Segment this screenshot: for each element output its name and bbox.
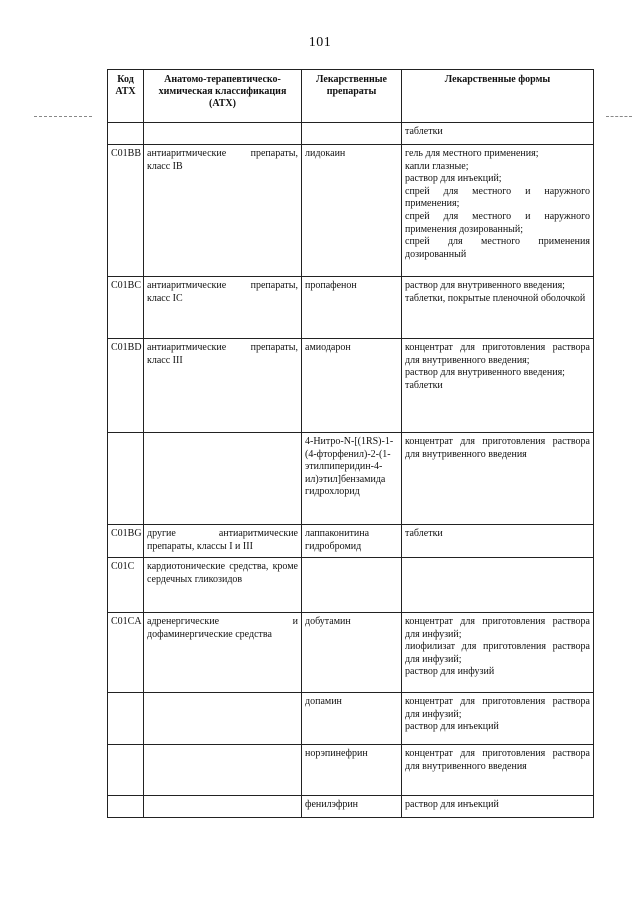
dosage-form: концентрат для приготовления раствора для внутривенного введения; <box>405 342 590 366</box>
dosage-form: таблетки <box>405 379 443 391</box>
dosage-form: раствор для внутривенного введения; <box>405 280 565 291</box>
drug-name: амиодарон <box>302 339 402 433</box>
dosage-form: лиофилизат для приготовления раствора для инфузий; <box>405 641 590 665</box>
classification-text: антиаритмические препараты, класс IC <box>144 277 302 339</box>
dosage-form: концентрат для приготовления раствора для внутривенного введения <box>405 436 590 460</box>
table-row <box>108 145 594 277</box>
dosage-form: таблетки, покрытые пленочной оболочкой <box>405 292 586 304</box>
classification-text: другие антиаритмические препараты, классы I и III <box>144 525 302 558</box>
table-row <box>108 693 594 745</box>
table-row <box>108 339 594 433</box>
classification-text <box>144 796 302 818</box>
dosage-forms-cell <box>402 745 594 796</box>
atc-table <box>107 69 594 818</box>
table-row <box>108 123 594 145</box>
dosage-forms-cell <box>402 796 594 818</box>
atc-code <box>108 745 144 796</box>
drug-name: 4-Нитро-N-[(1RS)-1-(4-фторфенил)-2-(1-этилпиперидин-4-ил)этил]бензамида гидрохлорид <box>302 433 402 525</box>
dosage-form: спрей для местного применения дозированный <box>405 236 590 260</box>
dosage-forms-cell <box>402 558 594 613</box>
drug-name: допамин <box>302 693 402 745</box>
dosage-forms-cell <box>402 525 594 558</box>
atc-code: C01BG <box>108 525 144 558</box>
dosage-form: капли глазные; <box>405 160 469 172</box>
dosage-form: спрей для местного и наружного применения дозированный; <box>405 210 590 235</box>
header-classification: Анатомо-терапевтическо-химическая классификация (АТХ) <box>144 70 302 123</box>
table-row <box>108 745 594 796</box>
atc-code <box>108 433 144 525</box>
classification-text <box>144 433 302 525</box>
table-row <box>108 277 594 339</box>
dosage-forms-cell <box>402 693 594 745</box>
dosage-form: раствор для инфузий <box>405 666 495 678</box>
classification-text <box>144 745 302 796</box>
table-row <box>108 796 594 818</box>
classification-text <box>144 123 302 145</box>
table-body <box>108 123 594 818</box>
dosage-forms-cell <box>402 339 594 433</box>
page-number: 101 <box>308 35 332 50</box>
dosage-form: таблетки <box>405 126 443 137</box>
dosage-form: концентрат для приготовления раствора для инфузий; <box>405 696 590 720</box>
header-drugs: Лекарственные препараты <box>302 70 402 123</box>
atc-code <box>108 123 144 145</box>
dosage-form: гель для местного применения; <box>405 148 539 159</box>
drug-name: пропафенон <box>302 277 402 339</box>
atc-code: C01CA <box>108 613 144 693</box>
atc-code: C01BD <box>108 339 144 433</box>
atc-code <box>108 796 144 818</box>
dosage-form: раствор для инъекций <box>405 799 499 810</box>
atc-code: C01BB <box>108 145 144 277</box>
header-forms: Лекарственные формы <box>402 70 594 123</box>
dosage-forms-cell <box>402 433 594 525</box>
dosage-form: раствор для внутривенного введения; <box>405 367 565 379</box>
drug-name: лаппаконитина гидробромид <box>302 525 402 558</box>
dosage-form: раствор для инъекций <box>405 721 499 733</box>
drug-name: фенилэфрин <box>302 796 402 818</box>
table-row <box>108 525 594 558</box>
drug-name <box>302 123 402 145</box>
dosage-form: раствор для инъекций; <box>405 173 502 185</box>
drug-name <box>302 558 402 613</box>
drug-name: добутамин <box>302 613 402 693</box>
dosage-forms-cell <box>402 145 594 277</box>
header-code: Код АТХ <box>108 70 144 123</box>
drug-name: лидокаин <box>302 145 402 277</box>
table-row <box>108 433 594 525</box>
dosage-forms-cell <box>402 277 594 339</box>
classification-text <box>144 693 302 745</box>
table-header-row <box>108 70 594 123</box>
dosage-forms-cell <box>402 123 594 145</box>
classification-text: кардиотонические средства, кроме сердечных гликозидов <box>144 558 302 613</box>
margin-mark-left <box>34 116 92 117</box>
drug-name: норэпинефрин <box>302 745 402 796</box>
dosage-form: концентрат для приготовления раствора для внутривенного введения <box>405 748 590 772</box>
dosage-form: спрей для местного и наружного применения; <box>405 185 590 210</box>
table-row <box>108 613 594 693</box>
atc-code: C01C <box>108 558 144 613</box>
table-row <box>108 558 594 613</box>
classification-text: антиаритмические препараты, класс III <box>144 339 302 433</box>
atc-code: C01BC <box>108 277 144 339</box>
dosage-forms-cell <box>402 613 594 693</box>
dosage-form: таблетки <box>405 528 443 539</box>
dosage-form: концентрат для приготовления раствора для инфузий; <box>405 616 590 640</box>
atc-code <box>108 693 144 745</box>
margin-mark-right <box>606 116 632 117</box>
classification-text: антиаритмические препараты, класс IB <box>144 145 302 277</box>
classification-text: адренергические и дофаминергические средства <box>144 613 302 693</box>
